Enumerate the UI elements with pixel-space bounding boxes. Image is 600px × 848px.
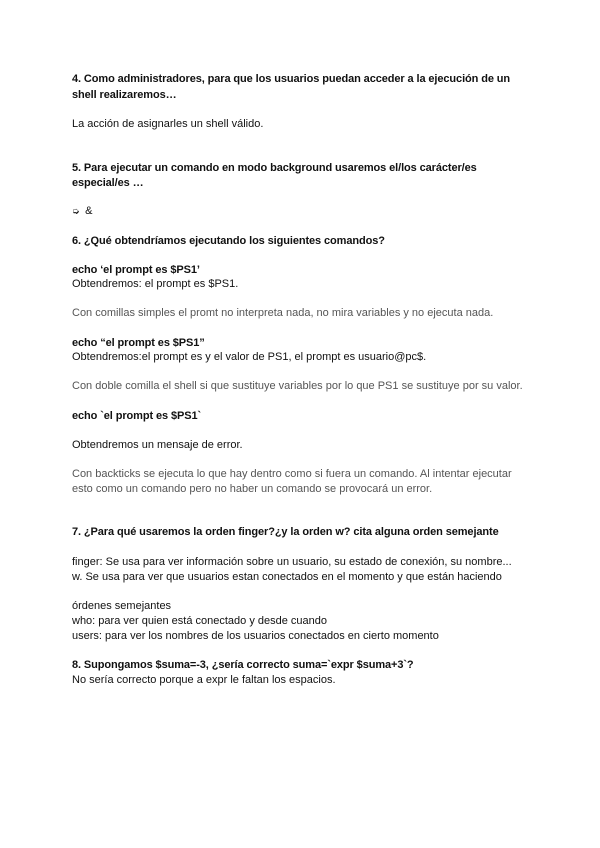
arrow-bullet-icon: ➭ [72,206,80,216]
q4-title-line2: shell realizaremos… [72,89,177,101]
q7-title: 7. ¿Para qué usaremos la orden finger?¿y la orden w? cita alguna orden semejante [72,526,499,538]
q6-cmd2-result: Obtendremos:el prompt es y el valor de PS1, el prompt es usuario@pc$. [72,351,427,363]
q5-title-line1: 5. Para ejecutar un comando en modo background usaremos el/los carácter/es [72,162,477,174]
q6-cmd1-note: Con comillas simples el promt no interpreta nada, no mira variables y no ejecuta nada. [72,307,494,319]
q4-answer: La acción de asignarles un shell válido. [72,118,264,130]
q5-title-line2: especial/es … [72,177,144,189]
q6-cmd2: echo “el prompt es $PS1” [72,337,205,349]
q6-title: 6. ¿Qué obtendríamos ejecutando los siguientes comandos? [72,235,385,247]
q7-who: who: para ver quien está conectado y desde cuando [72,615,328,627]
q7-users: users: para ver los nombres de los usuarios conectados en cierto momento [72,630,439,642]
q6-cmd1: echo ‘el prompt es $PS1’ [72,264,200,276]
q7-w: w. Se usa para ver que usuarios estan conectados en el momento y que están haciendo [72,571,502,583]
q6-cmd3-note-line1: Con backticks se ejecuta lo que hay dentro como si fuera un comando. Al intentar ejecutar [72,468,512,480]
q6-cmd3-result: Obtendremos un mensaje de error. [72,439,243,451]
q6-cmd3: echo `el prompt es $PS1` [72,410,202,422]
q6-cmd1-result: Obtendremos: el prompt es $PS1. [72,278,239,290]
q8-answer: No sería correcto porque a expr le faltan los espacios. [72,674,336,686]
q8-title: 8. Supongamos $suma=-3, ¿sería correcto suma=`expr $suma+3`? [72,659,414,671]
q5-answer [72,204,92,218]
q7-similar-heading: órdenes semejantes [72,600,172,612]
q6-cmd2-note: Con doble comilla el shell si que sustituye variables por lo que PS1 se sustituye por su valor. [72,380,523,392]
q7-finger: finger: Se usa para ver información sobre un usuario, su estado de conexión, su nombre... [72,556,512,568]
q4-title-line1: 4. Como administradores, para que los usuarios puedan acceder a la ejecución de un [72,73,511,85]
q5-answer-text: & [85,205,93,217]
q6-cmd3-note-line2: esto como un comando pero no haber un comando se provocará un error. [72,483,433,495]
